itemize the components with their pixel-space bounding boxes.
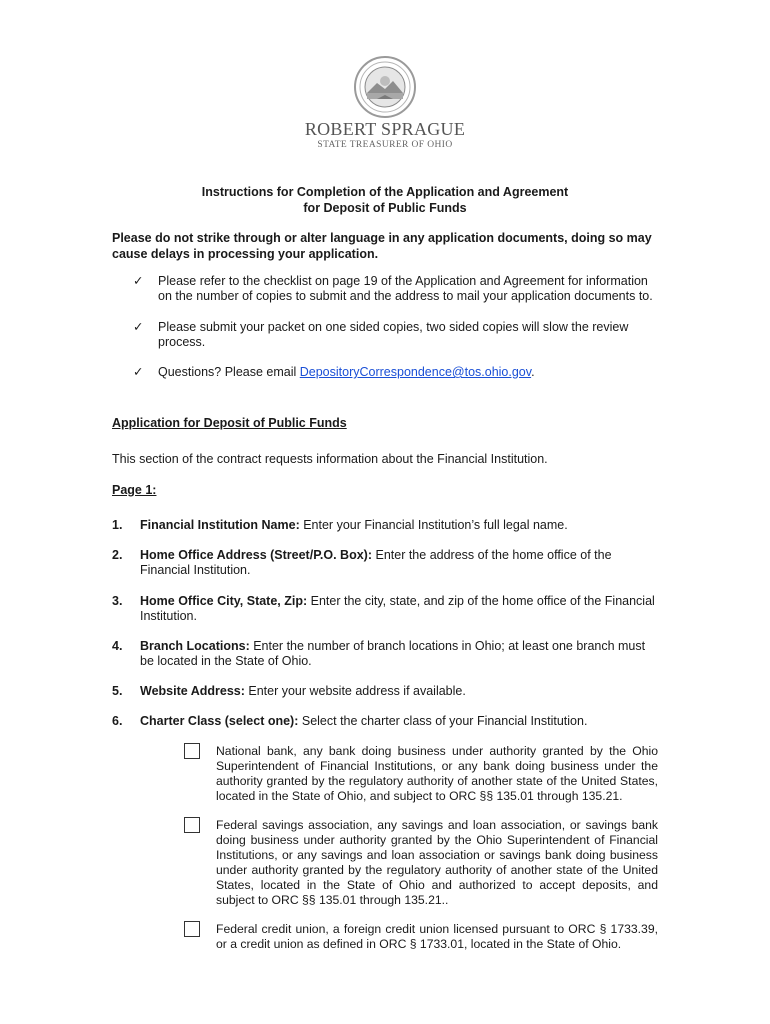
checkmark-icon: ✓	[133, 320, 144, 334]
item-label: Home Office Address (Street/P.O. Box):	[140, 548, 373, 562]
item-text: Enter the address of the home office of the Financial Institution.	[140, 548, 612, 577]
email-link[interactable]: DepositoryCorrespondence@tos.ohio.gov	[299, 365, 532, 379]
item-text: Enter the city, state, and zip of the home office of the Financial Institution.	[140, 594, 655, 623]
checklist-item-1: Please refer to the checklist on page 19 of the Application and Agreement for information on the number of copies to submit and the address to mail your application documents to.	[158, 274, 653, 303]
item-text: Enter your website address if available.	[244, 684, 466, 698]
charter-option-savings-association: Federal savings association, any savings and loan association, or savings bank doing business under authority granted by the Ohio Superintendent of Financial Institutions, or any savings and loan association or savings bank doing business under authority granted by the regulatory authority of another state of the United States, located in the State of Ohio and authorized to accept deposits, and subject to ORC §§ 135.01 through 135.21..	[216, 818, 658, 907]
charter-checkbox-credit-union[interactable]	[184, 921, 200, 937]
item-text: Enter the number of branch locations in Ohio; at least one branch must be located in the State of Ohio.	[140, 639, 646, 668]
item-number: 2.	[112, 548, 123, 562]
checklist-item-3	[158, 365, 658, 380]
item-text: Select the charter class of your Financial Institution.	[298, 714, 588, 728]
item-label: Branch Locations:	[140, 639, 250, 653]
item-number: 4.	[112, 639, 123, 653]
charter-checkbox-savings-association[interactable]	[184, 817, 200, 833]
list-item	[140, 594, 660, 624]
page-label: Page 1:	[112, 483, 157, 497]
title-line-2: for Deposit of Public Funds	[303, 201, 467, 215]
item-number: 6.	[112, 714, 123, 728]
item-number: 1.	[112, 518, 123, 532]
document-title	[0, 184, 770, 216]
item-number: 5.	[112, 684, 123, 698]
treasurer-title: STATE TREASURER OF OHIO	[317, 140, 453, 150]
list-item	[140, 548, 660, 578]
charter-checkbox-national-bank[interactable]	[184, 743, 200, 759]
checklist-item-3-prefix: Questions? Please email	[158, 365, 300, 379]
item-label: Charter Class (select one):	[140, 714, 299, 728]
checkmark-icon: ✓	[133, 274, 144, 288]
list-item	[140, 684, 660, 699]
item-label: Website Address:	[140, 684, 245, 698]
list-item	[140, 518, 660, 533]
checklist-item-3-suffix: .	[531, 365, 535, 379]
section-intro: This section of the contract requests information about the Financial Institution.	[112, 452, 548, 466]
charter-option-credit-union: Federal credit union, a foreign credit union licensed pursuant to ORC § 1733.39, or a credit union as defined in ORC § 1733.01, located in the State of Ohio.	[216, 922, 658, 951]
item-text: Enter your Financial Institution’s full legal name.	[299, 518, 568, 532]
checkmark-icon: ✓	[133, 365, 144, 379]
item-label: Financial Institution Name:	[140, 518, 300, 532]
state-seal-of-ohio-icon	[353, 55, 417, 119]
charter-option-national-bank: National bank, any bank doing business under authority granted by the Ohio Superintendent of Financial Institutions, or any bank doing business under the authority granted by the regulatory authority of another state of the United States, located in the State of Ohio, and subject to ORC §§ 135.01 through 135.21.	[216, 744, 658, 803]
section-heading: Application for Deposit of Public Funds	[112, 416, 347, 430]
item-label: Home Office City, State, Zip:	[140, 594, 308, 608]
item-number: 3.	[112, 594, 123, 608]
title-line-1: Instructions for Completion of the Application and Agreement	[201, 185, 569, 199]
warning-text: Please do not strike through or alter language in any application documents, doing so may cause delays in processing your application.	[112, 231, 652, 261]
list-item	[140, 639, 660, 669]
list-item	[140, 714, 660, 729]
treasurer-name: ROBERT SPRAGUE	[304, 119, 466, 139]
checklist-item-2: Please submit your packet on one sided copies, two sided copies will slow the review process.	[158, 320, 629, 349]
